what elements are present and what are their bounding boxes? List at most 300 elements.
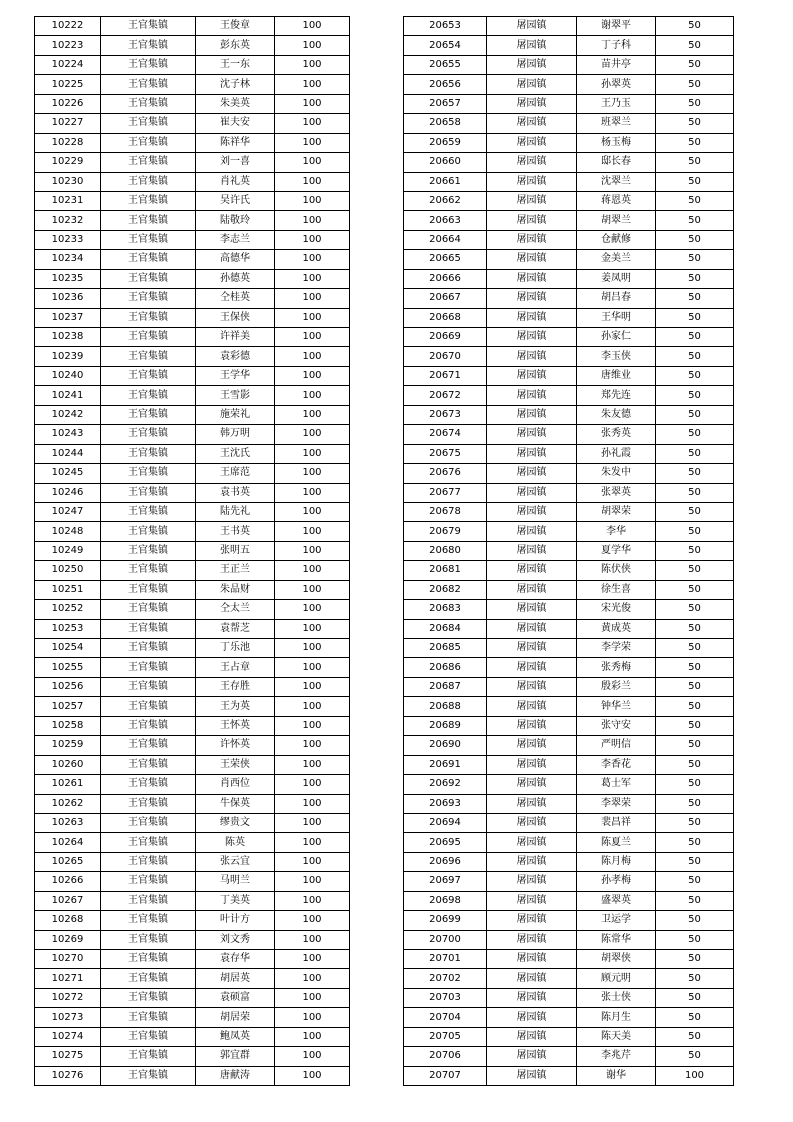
amount-cell: 50: [656, 716, 734, 735]
town-cell: 王官集镇: [101, 988, 196, 1007]
id-cell: 10225: [35, 75, 101, 94]
name-cell: 肖西位: [196, 775, 275, 794]
name-cell: 金美兰: [577, 250, 656, 269]
table-row: [404, 1047, 734, 1066]
amount-cell: 50: [656, 833, 734, 852]
name-cell: 胡翠侠: [577, 950, 656, 969]
town-cell: 王官集镇: [101, 75, 196, 94]
table-row: [404, 308, 734, 327]
id-cell: 20654: [404, 36, 487, 55]
id-cell: 10239: [35, 347, 101, 366]
amount-cell: 50: [656, 658, 734, 677]
amount-cell: 50: [656, 36, 734, 55]
town-cell: 屠园镇: [487, 444, 577, 463]
name-cell: 缪贵文: [196, 813, 275, 832]
town-cell: 屠园镇: [487, 677, 577, 696]
table-row: [404, 289, 734, 308]
amount-cell: 50: [656, 580, 734, 599]
table-row: [404, 639, 734, 658]
id-cell: 20655: [404, 55, 487, 74]
table-row: [35, 386, 350, 405]
table-row: [35, 969, 350, 988]
name-cell: 仝太兰: [196, 600, 275, 619]
town-cell: 王官集镇: [101, 55, 196, 74]
name-cell: 卫运学: [577, 911, 656, 930]
id-cell: 20696: [404, 852, 487, 871]
table-row: [35, 464, 350, 483]
id-cell: 20683: [404, 600, 487, 619]
table-row: [35, 425, 350, 444]
amount-cell: 100: [275, 872, 350, 891]
name-cell: 王乃玉: [577, 94, 656, 113]
amount-cell: 100: [275, 639, 350, 658]
id-cell: 10233: [35, 230, 101, 249]
table-row: [35, 755, 350, 774]
town-cell: 屠园镇: [487, 541, 577, 560]
name-cell: 王荣侠: [196, 755, 275, 774]
id-cell: 20697: [404, 872, 487, 891]
name-cell: 李翠荣: [577, 794, 656, 813]
town-cell: 屠园镇: [487, 813, 577, 832]
name-cell: 王占章: [196, 658, 275, 677]
town-cell: 王官集镇: [101, 464, 196, 483]
town-cell: 王官集镇: [101, 619, 196, 638]
town-cell: 王官集镇: [101, 347, 196, 366]
name-cell: 袁书英: [196, 483, 275, 502]
table-row: [35, 55, 350, 74]
table-row: [35, 172, 350, 191]
id-cell: 10265: [35, 852, 101, 871]
id-cell: 10254: [35, 639, 101, 658]
amount-cell: 100: [275, 114, 350, 133]
amount-cell: 50: [656, 872, 734, 891]
id-cell: 20665: [404, 250, 487, 269]
table-row: [35, 736, 350, 755]
table-row: [404, 775, 734, 794]
town-cell: 王官集镇: [101, 600, 196, 619]
table-row: [404, 580, 734, 599]
name-cell: 谢华: [577, 1066, 656, 1085]
amount-cell: 100: [275, 658, 350, 677]
id-cell: 20705: [404, 1027, 487, 1046]
town-cell: 王官集镇: [101, 269, 196, 288]
name-cell: 张云宜: [196, 852, 275, 871]
amount-cell: 100: [275, 153, 350, 172]
amount-cell: 100: [275, 250, 350, 269]
amount-cell: 50: [656, 736, 734, 755]
town-cell: 王官集镇: [101, 911, 196, 930]
amount-cell: 100: [275, 794, 350, 813]
town-cell: 王官集镇: [101, 813, 196, 832]
town-cell: 王官集镇: [101, 17, 196, 36]
town-cell: 屠园镇: [487, 911, 577, 930]
town-cell: 屠园镇: [487, 930, 577, 949]
town-cell: 屠园镇: [487, 386, 577, 405]
name-cell: 丁乐池: [196, 639, 275, 658]
amount-cell: 100: [275, 755, 350, 774]
table-row: [35, 328, 350, 347]
table-row: [404, 17, 734, 36]
table-row: [35, 930, 350, 949]
name-cell: 高德华: [196, 250, 275, 269]
id-cell: 10274: [35, 1027, 101, 1046]
table-row: [35, 794, 350, 813]
town-cell: 屠园镇: [487, 775, 577, 794]
id-cell: 20675: [404, 444, 487, 463]
id-cell: 20691: [404, 755, 487, 774]
name-cell: 沈翠兰: [577, 172, 656, 191]
town-cell: 王官集镇: [101, 425, 196, 444]
id-cell: 20703: [404, 988, 487, 1007]
id-cell: 20685: [404, 639, 487, 658]
town-cell: 屠园镇: [487, 561, 577, 580]
town-cell: 屠园镇: [487, 191, 577, 210]
town-cell: 王官集镇: [101, 386, 196, 405]
table-row: [404, 1066, 734, 1085]
amount-cell: 50: [656, 153, 734, 172]
id-cell: 10249: [35, 541, 101, 560]
amount-cell: 100: [275, 386, 350, 405]
id-cell: 10236: [35, 289, 101, 308]
id-cell: 20684: [404, 619, 487, 638]
id-cell: 20689: [404, 716, 487, 735]
amount-cell: 100: [275, 55, 350, 74]
table-row: [35, 405, 350, 424]
table-row: [404, 75, 734, 94]
table-row: [35, 988, 350, 1007]
id-cell: 20677: [404, 483, 487, 502]
amount-cell: 50: [656, 211, 734, 230]
table-row: [35, 1066, 350, 1085]
town-cell: 王官集镇: [101, 969, 196, 988]
id-cell: 10231: [35, 191, 101, 210]
town-cell: 屠园镇: [487, 366, 577, 385]
id-cell: 20692: [404, 775, 487, 794]
table-row: [35, 677, 350, 696]
id-cell: 20679: [404, 522, 487, 541]
town-cell: 王官集镇: [101, 366, 196, 385]
table-row: [404, 133, 734, 152]
town-cell: 屠园镇: [487, 36, 577, 55]
table-row: [35, 483, 350, 502]
table-row: [404, 658, 734, 677]
table-row: [35, 17, 350, 36]
amount-cell: 100: [275, 1066, 350, 1085]
table-row: [35, 250, 350, 269]
id-cell: 20686: [404, 658, 487, 677]
name-cell: 刘文秀: [196, 930, 275, 949]
id-cell: 20662: [404, 191, 487, 210]
town-cell: 王官集镇: [101, 172, 196, 191]
id-cell: 10230: [35, 172, 101, 191]
name-cell: 袁彩德: [196, 347, 275, 366]
table-row: [404, 697, 734, 716]
amount-cell: 100: [275, 930, 350, 949]
town-cell: 王官集镇: [101, 94, 196, 113]
table-row: [35, 580, 350, 599]
town-cell: 王官集镇: [101, 328, 196, 347]
town-cell: 王官集镇: [101, 153, 196, 172]
amount-cell: 100: [275, 580, 350, 599]
id-cell: 20698: [404, 891, 487, 910]
town-cell: 王官集镇: [101, 522, 196, 541]
table-row: [35, 211, 350, 230]
id-cell: 10255: [35, 658, 101, 677]
amount-cell: 50: [656, 541, 734, 560]
id-cell: 20676: [404, 464, 487, 483]
table-row: [35, 191, 350, 210]
town-cell: 王官集镇: [101, 1008, 196, 1027]
name-cell: 张守安: [577, 716, 656, 735]
table-row: [404, 600, 734, 619]
amount-cell: 100: [275, 17, 350, 36]
amount-cell: 50: [656, 444, 734, 463]
table-row: [404, 891, 734, 910]
town-cell: 王官集镇: [101, 230, 196, 249]
id-cell: 20700: [404, 930, 487, 949]
name-cell: 徐生喜: [577, 580, 656, 599]
table-row: [35, 697, 350, 716]
table-row: [404, 347, 734, 366]
town-cell: 屠园镇: [487, 172, 577, 191]
town-cell: 屠园镇: [487, 950, 577, 969]
town-cell: 屠园镇: [487, 716, 577, 735]
table-row: [404, 328, 734, 347]
town-cell: 王官集镇: [101, 250, 196, 269]
name-cell: 王正兰: [196, 561, 275, 580]
amount-cell: 100: [275, 1027, 350, 1046]
amount-cell: 100: [275, 133, 350, 152]
id-cell: 10258: [35, 716, 101, 735]
id-cell: 10245: [35, 464, 101, 483]
left-table-body: [35, 17, 350, 1086]
name-cell: 陈伏侠: [577, 561, 656, 580]
amount-cell: 100: [275, 697, 350, 716]
amount-cell: 50: [656, 794, 734, 813]
id-cell: 10234: [35, 250, 101, 269]
table-row: [404, 444, 734, 463]
name-cell: 崔夫安: [196, 114, 275, 133]
amount-cell: 50: [656, 891, 734, 910]
name-cell: 丁美英: [196, 891, 275, 910]
name-cell: 王书英: [196, 522, 275, 541]
id-cell: 10272: [35, 988, 101, 1007]
town-cell: 王官集镇: [101, 502, 196, 521]
town-cell: 王官集镇: [101, 950, 196, 969]
amount-cell: 50: [656, 250, 734, 269]
town-cell: 王官集镇: [101, 658, 196, 677]
name-cell: 孙孝梅: [577, 872, 656, 891]
name-cell: 陈祥华: [196, 133, 275, 152]
id-cell: 20707: [404, 1066, 487, 1085]
amount-cell: 50: [656, 677, 734, 696]
amount-cell: 100: [275, 75, 350, 94]
id-cell: 20673: [404, 405, 487, 424]
amount-cell: 50: [656, 775, 734, 794]
amount-cell: 100: [275, 328, 350, 347]
town-cell: 王官集镇: [101, 444, 196, 463]
id-cell: 10261: [35, 775, 101, 794]
name-cell: 朱友德: [577, 405, 656, 424]
name-cell: 郑先连: [577, 386, 656, 405]
town-cell: 王官集镇: [101, 697, 196, 716]
amount-cell: 50: [656, 366, 734, 385]
amount-cell: 100: [656, 1066, 734, 1085]
amount-cell: 100: [275, 308, 350, 327]
table-row: [35, 444, 350, 463]
amount-cell: 50: [656, 502, 734, 521]
id-cell: 20661: [404, 172, 487, 191]
table-row: [404, 852, 734, 871]
name-cell: 孙德英: [196, 269, 275, 288]
id-cell: 20656: [404, 75, 487, 94]
table-row: [35, 813, 350, 832]
amount-cell: 100: [275, 1008, 350, 1027]
town-cell: 屠园镇: [487, 502, 577, 521]
amount-cell: 100: [275, 366, 350, 385]
table-row: [35, 852, 350, 871]
amount-cell: 50: [656, 697, 734, 716]
table-row: [404, 502, 734, 521]
name-cell: 刘一喜: [196, 153, 275, 172]
name-cell: 鲍凤英: [196, 1027, 275, 1046]
town-cell: 屠园镇: [487, 114, 577, 133]
name-cell: 宋光俊: [577, 600, 656, 619]
town-cell: 屠园镇: [487, 347, 577, 366]
id-cell: 10240: [35, 366, 101, 385]
table-row: [404, 677, 734, 696]
amount-cell: 50: [656, 328, 734, 347]
name-cell: 仝桂英: [196, 289, 275, 308]
amount-cell: 100: [275, 172, 350, 191]
town-cell: 屠园镇: [487, 1066, 577, 1085]
name-cell: 裴昌祥: [577, 813, 656, 832]
table-row: [404, 988, 734, 1007]
table-row: [35, 269, 350, 288]
name-cell: 李学荣: [577, 639, 656, 658]
id-cell: 10237: [35, 308, 101, 327]
town-cell: 王官集镇: [101, 852, 196, 871]
amount-cell: 50: [656, 619, 734, 638]
town-cell: 王官集镇: [101, 405, 196, 424]
town-cell: 屠园镇: [487, 988, 577, 1007]
name-cell: 李华: [577, 522, 656, 541]
id-cell: 20678: [404, 502, 487, 521]
table-row: [404, 872, 734, 891]
name-cell: 王华明: [577, 308, 656, 327]
town-cell: 王官集镇: [101, 1027, 196, 1046]
id-cell: 10267: [35, 891, 101, 910]
amount-cell: 100: [275, 541, 350, 560]
id-cell: 10222: [35, 17, 101, 36]
id-cell: 20680: [404, 541, 487, 560]
id-cell: 20659: [404, 133, 487, 152]
table-row: [35, 561, 350, 580]
name-cell: 朱发中: [577, 464, 656, 483]
id-cell: 20653: [404, 17, 487, 36]
town-cell: 屠园镇: [487, 522, 577, 541]
town-cell: 屠园镇: [487, 425, 577, 444]
town-cell: 屠园镇: [487, 269, 577, 288]
town-cell: 屠园镇: [487, 1008, 577, 1027]
name-cell: 王沈氏: [196, 444, 275, 463]
id-cell: 10238: [35, 328, 101, 347]
table-row: [35, 230, 350, 249]
name-cell: 李玉侠: [577, 347, 656, 366]
id-cell: 20688: [404, 697, 487, 716]
name-cell: 张翠英: [577, 483, 656, 502]
id-cell: 20668: [404, 308, 487, 327]
name-cell: 葛士军: [577, 775, 656, 794]
id-cell: 10247: [35, 502, 101, 521]
id-cell: 20694: [404, 813, 487, 832]
id-cell: 10266: [35, 872, 101, 891]
name-cell: 李香花: [577, 755, 656, 774]
name-cell: 彭东英: [196, 36, 275, 55]
id-cell: 10241: [35, 386, 101, 405]
id-cell: 20657: [404, 94, 487, 113]
town-cell: 屠园镇: [487, 755, 577, 774]
name-cell: 王怀英: [196, 716, 275, 735]
amount-cell: 100: [275, 988, 350, 1007]
town-cell: 王官集镇: [101, 891, 196, 910]
amount-cell: 100: [275, 211, 350, 230]
name-cell: 韩万明: [196, 425, 275, 444]
table-row: [35, 541, 350, 560]
table-row: [35, 94, 350, 113]
name-cell: 李志兰: [196, 230, 275, 249]
town-cell: 屠园镇: [487, 55, 577, 74]
amount-cell: 50: [656, 522, 734, 541]
name-cell: 孙礼霞: [577, 444, 656, 463]
town-cell: 王官集镇: [101, 114, 196, 133]
table-row: [35, 366, 350, 385]
name-cell: 王保侠: [196, 308, 275, 327]
amount-cell: 50: [656, 561, 734, 580]
amount-cell: 100: [275, 289, 350, 308]
id-cell: 20671: [404, 366, 487, 385]
name-cell: 肖礼英: [196, 172, 275, 191]
town-cell: 王官集镇: [101, 755, 196, 774]
table-row: [404, 464, 734, 483]
id-cell: 10246: [35, 483, 101, 502]
amount-cell: 100: [275, 813, 350, 832]
name-cell: 殷彩兰: [577, 677, 656, 696]
table-row: [35, 502, 350, 521]
table-row: [404, 755, 734, 774]
town-cell: 王官集镇: [101, 191, 196, 210]
amount-cell: 50: [656, 950, 734, 969]
name-cell: 陆先礼: [196, 502, 275, 521]
amount-cell: 50: [656, 639, 734, 658]
table-row: [35, 75, 350, 94]
right-table-body: [404, 17, 734, 1086]
id-cell: 10260: [35, 755, 101, 774]
table-row: [404, 813, 734, 832]
town-cell: 屠园镇: [487, 852, 577, 871]
table-row: [404, 250, 734, 269]
name-cell: 牛保英: [196, 794, 275, 813]
amount-cell: 100: [275, 852, 350, 871]
table-row: [404, 541, 734, 560]
town-cell: 屠园镇: [487, 1047, 577, 1066]
name-cell: 胡翠荣: [577, 502, 656, 521]
table-row: [35, 1008, 350, 1027]
table-row: [35, 911, 350, 930]
town-cell: 屠园镇: [487, 872, 577, 891]
table-row: [35, 639, 350, 658]
name-cell: 张秀英: [577, 425, 656, 444]
